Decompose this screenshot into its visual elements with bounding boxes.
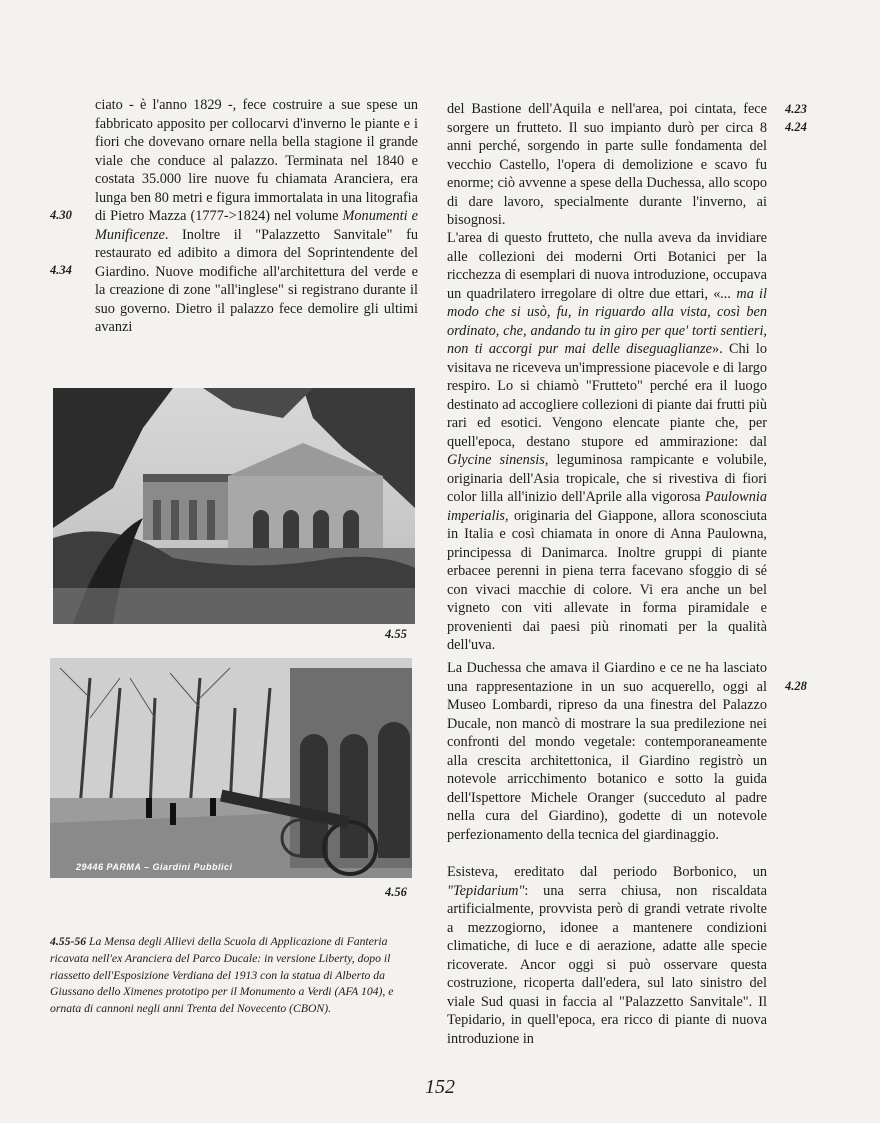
book-title: Monumenti e Munificenze (95, 208, 418, 243)
text-run: L'area di questo frutteto, che nulla aveva da invidiare alle collezioni dei moderni Orti Botanici per la ricchezza di esemplari di nuova introduzione, occupava un quadrilatero irregolare di oltre due ettari, « (447, 230, 767, 302)
right-para-3 (447, 659, 767, 844)
photo-label-4-55: 4.55 (385, 627, 407, 641)
text-run: ciato - è l'anno 1829 -, fece costruire a sue spese un fabbricato apposito per collocarvi d'inverno le piante e i fiori che dovevano ornare nella bella stagione il grande viale che conduce al palazzo. Terminata nel 1840 e costata 35.000 lire nuove fu chiamata Aranciera, era lunga ben 80 metri e figura immortalata in una litografia di Pietro Mazza (1777->1824) nel volume (95, 97, 418, 224)
right-para-2 (447, 229, 767, 655)
ref-4-28: 4.28 (785, 679, 807, 693)
text-run: La Duchessa che amava il Giardino e ce ne ha lasciato una rappresentazione in un suo acquerello, oggi al Museo Lombardi, ripreso da una finestra del Palazzo Ducale, non mancò di mostrare la sua predilezione nei confronti del mondo vegetale: contemporaneamente alla crescita architettonica, il Giardino registrò un notevole arricchimento botanico e sotto la guida dell'Ispettore Michele Oranger (succeduto al padre nella cura del Giardino), godette di un notevole perfezionamento della tecnica del giardinaggio. (447, 660, 767, 843)
text-run: Esisteva, ereditato dal periodo Borbonico, un (447, 864, 767, 880)
species-name: Glycine sinensis (447, 452, 545, 468)
ref-4-23: 4.23 (785, 102, 807, 116)
ref-4-30: 4.30 (50, 208, 72, 222)
photo-label-4-56: 4.56 (385, 885, 407, 899)
text-run: del Bastione dell'Aquila e nell'area, poi cintata, fece sorgere un frutteto. Il suo impianto durò per circa 8 anni perché, sorgendo in parte sulle fondamenta del vecchio Castello, l'opera di demolizione e scavo fu enorme; ciò avvenne a spese della Duchessa, allo scopo di dare lavoro, specialmente durante l'inverno, ai bisognosi. (447, 101, 767, 228)
text-run: , leguminosa rampicante e volubile, originaria dell'Asia tropicale, che si rivestiva di fiori color lilla all'inizio dell'Aprile alla vigorosa (447, 452, 767, 505)
aranciera-illustration (53, 388, 415, 624)
left-column-text (95, 96, 418, 337)
text-run: . Inoltre il "Palazzetto Sanvitale" fu restaurato ed adibito a dimora del Soprintendente del Giardino. Nuove modifiche all'architettura del verde e la creazione di zone "all'inglese" si registrano durante il suo governo. Dietro il palazzo fece demolire gli ultimi avanzi (95, 226, 418, 335)
text-run: : una serra chiusa, non riscaldata artificialmente, provvista però di grandi vetrate rivolte a mezzogiorno, idonee a mantenere condizioni climatiche, di luce e di aerazione, adatte alle specie ricoverate. Ancor oggi si può osservare questa costruzione, ricoperta dall'edera, sul lato sinistro del viale Sud quasi in faccia al "Palazzetto Sanvitale". Il Tepidario, in quell'epoca, era ricco di piante di nuova introduzione in (447, 882, 767, 1047)
photo-overprint: 29446 PARMA – Giardini Pubblici (76, 862, 233, 872)
photo-giardini-pubblici (50, 658, 412, 878)
species-name: Paulownia imperialis (447, 489, 767, 524)
ref-4-34: 4.34 (50, 263, 72, 277)
caption-text: La Mensa degli Allievi della Scuola di Applicazione di Fanteria ricavata nell'ex Aranciera del Parco Ducale: in versione Liberty, dopo il riassetto dell'Esposizione Verdiana del 1913 con la statua di Alberto da Giussano dello Ximenes prototipo per il Monumento a Verdi (AFA 104), e ornata di cannoni negli anni Trenta del Novecento (CBON). (50, 935, 394, 1016)
photo-aranciera (53, 388, 415, 624)
term: "Tepidarium" (447, 882, 525, 899)
right-para-1 (447, 100, 767, 230)
text-run: , originaria del Giappone, allora sconosciuta in Italia e così chiamata in onore di Anna Paulowna, principessa di Danimarca. Inoltre gruppi di piante erbacee perenni in piena terra facevano sfoggio di sé con vivaci macchie di colore. Vi era anche un bel vigneto con viti allevate in forma piramidale e provenienti dai paesi più rinomati per la qualità dell'uva. (447, 507, 767, 653)
caption-figure-number: 4.55-56 (50, 935, 87, 948)
right-para-4 (447, 863, 767, 1048)
quote: ... ma il modo che si usò, fu, in riguardo alla vista, così ben ordinato, che, andando tu in giro per que' torti sentieri, non ti accorgi pur mai delle diseguaglianze (447, 285, 767, 357)
figure-caption (50, 934, 408, 1018)
page-number: 152 (425, 1076, 455, 1098)
text-run: ». Chi lo visitava ne riceveva un'impressione piacevole e di largo respiro. Lo si chiamò "Frutteto" perché era il luogo destinato ad accogliere collezioni di piante dai frutti più rari ed esotici. Vengono elencate piante che, per quell'epoca, destano stupore ed ammirazione: dal (447, 341, 767, 450)
giardini-illustration (50, 658, 412, 878)
ref-4-24: 4.24 (785, 120, 807, 134)
